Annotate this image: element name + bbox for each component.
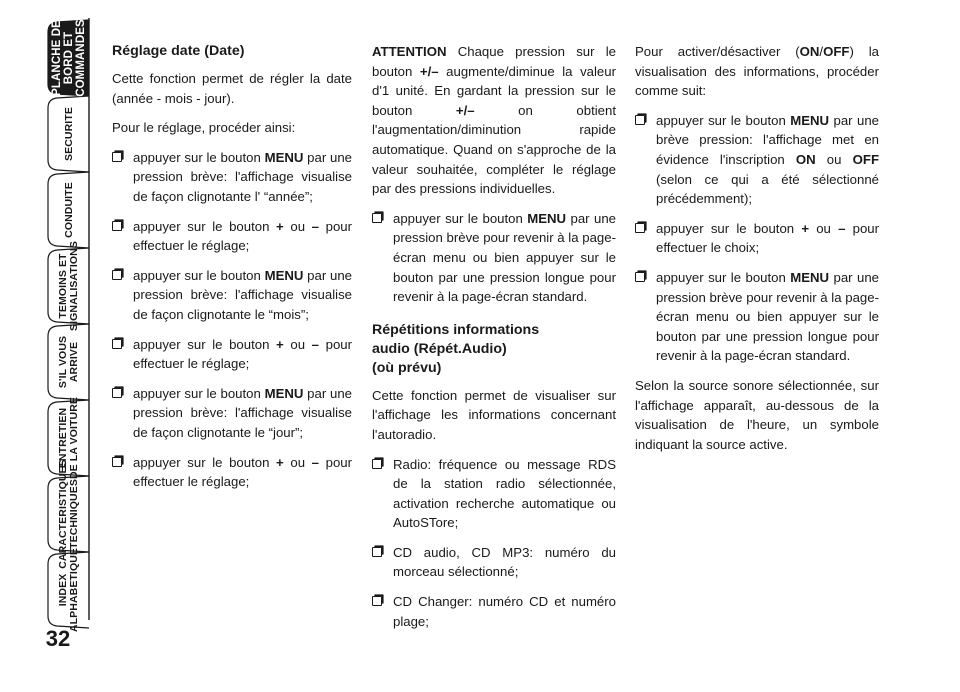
tab-label-line: CONDUITE bbox=[62, 182, 74, 238]
item-text: ou bbox=[815, 151, 853, 167]
paragraph-audio-intro: Cette fonction permet de visualiser sur l'affichage les informations concernant l'autoradio. bbox=[372, 387, 616, 442]
tab-label-line: COMMANDES bbox=[74, 19, 87, 97]
checkbox-bullet-icon bbox=[372, 596, 382, 606]
paragraph-date-intro: Cette fonction permet de régler la date (année - mois - jour). bbox=[112, 71, 352, 106]
list-item bbox=[112, 217, 352, 256]
tab-label-line: TECHNIQUES bbox=[67, 479, 80, 549]
list-item bbox=[112, 148, 352, 207]
attention-label: ATTENTION bbox=[372, 44, 447, 59]
tab-label-line: S'IL VOUS bbox=[56, 335, 69, 389]
page-number: 32 bbox=[45, 626, 71, 651]
paragraph-activation-outro: Selon la source sonore sélectionnée, sur l'affichage apparaît, au-dessous de la visualisation de l'heure, un symbole indiquant la source active. bbox=[635, 377, 879, 452]
item-text: appuyer sur le bouton bbox=[133, 149, 265, 165]
item-text: par une pression brève: l'affichage visualise de façon clignotante le “mois”; bbox=[133, 267, 352, 322]
list-item bbox=[112, 335, 352, 374]
tab-label-line: TEMOINS ET bbox=[56, 253, 69, 319]
checkbox-bullet-icon bbox=[112, 221, 122, 231]
on-key: ON bbox=[795, 151, 816, 167]
on-key: ON bbox=[799, 44, 820, 59]
list-item bbox=[372, 592, 616, 631]
plus-minus-key: +/– bbox=[455, 102, 475, 118]
item-text: appuyer sur le bouton bbox=[133, 454, 277, 470]
item-text: par une brève pression: l'affichage met en évidence l'inscription bbox=[656, 112, 879, 167]
off-key: OFF bbox=[823, 44, 850, 59]
column-activation bbox=[635, 42, 879, 464]
paragraph-activation-intro bbox=[635, 42, 879, 101]
key-label: – bbox=[311, 336, 319, 352]
intro-text: ) la visualisation des informations, procéder comme suit: bbox=[635, 44, 879, 99]
item-text: appuyer sur le bouton bbox=[133, 218, 277, 234]
checkbox-bullet-icon bbox=[635, 272, 645, 282]
item-text: appuyer sur le bouton bbox=[133, 267, 265, 283]
checkbox-bullet-icon bbox=[112, 457, 122, 467]
item-text: appuyer sur le bouton bbox=[656, 269, 791, 285]
key-label: MENU bbox=[264, 385, 304, 401]
item-text: appuyer sur le bouton bbox=[393, 210, 528, 226]
item-text: CD Changer: numéro CD et numéro plage; bbox=[393, 594, 616, 629]
item-text: (selon ce qui a été sélectionné précédemment); bbox=[656, 171, 879, 207]
attention-text: augmente/diminue la valeur d'1 unité. En gardant la pression sur le bouton bbox=[372, 63, 616, 118]
list-item bbox=[635, 268, 879, 366]
menu-key: MENU bbox=[527, 210, 567, 226]
checkbox-bullet-icon bbox=[635, 223, 645, 233]
section-heading-audio bbox=[372, 321, 616, 378]
paragraph-date-lead: Pour le réglage, procéder ainsi: bbox=[112, 120, 296, 136]
date-steps-list bbox=[112, 148, 352, 492]
list-item bbox=[112, 384, 352, 443]
item-text: par une pression brève pour revenir à la page-écran menu ou bien appuyer sur le bouton par une pression longue pour revenir à la page-écran standard. bbox=[393, 210, 616, 305]
intro-text: Pour activer/désactiver ( bbox=[635, 44, 800, 59]
column-date-setting bbox=[112, 42, 352, 502]
checkbox-bullet-icon bbox=[372, 547, 382, 557]
item-text: pour effectuer le réglage; bbox=[133, 454, 353, 490]
item-text: par une pression brève: l'affichage visualise de façon clignotante l' “année”; bbox=[133, 149, 352, 204]
item-text: appuyer sur le bouton bbox=[133, 336, 277, 352]
item-text: ou bbox=[283, 454, 312, 470]
checkbox-bullet-icon bbox=[112, 270, 122, 280]
plus-key: + bbox=[801, 220, 810, 236]
checkbox-bullet-icon bbox=[635, 115, 645, 125]
audio-info-list bbox=[372, 455, 616, 632]
checkbox-bullet-icon bbox=[112, 339, 122, 349]
checkbox-bullet-icon bbox=[372, 213, 382, 223]
minus-key: – bbox=[838, 220, 846, 236]
list-item bbox=[112, 453, 352, 492]
list-item bbox=[635, 111, 879, 209]
item-text: pour effectuer le réglage; bbox=[133, 218, 353, 254]
item-text: appuyer sur le bouton bbox=[133, 385, 265, 401]
item-text: CD audio, CD MP3: numéro du morceau sélectionné; bbox=[393, 544, 616, 580]
item-text: ou bbox=[283, 218, 312, 234]
checkbox-bullet-icon bbox=[112, 152, 122, 162]
item-text: par une pression brève pour revenir à la page-écran menu ou bien appuyer sur le bouton par une pression longue pour revenir à la page-écran standard. bbox=[656, 269, 879, 364]
checkbox-bullet-icon bbox=[372, 459, 382, 469]
attention-text: Chaque pression sur le bouton bbox=[372, 44, 616, 79]
key-label: MENU bbox=[264, 149, 304, 165]
key-label: + bbox=[276, 218, 284, 234]
list-item bbox=[372, 455, 616, 533]
tab-label-line: BORD ET bbox=[62, 31, 75, 85]
heading-line: audio (Répét.Audio) bbox=[372, 340, 507, 357]
key-label: MENU bbox=[264, 267, 304, 283]
item-text: par une pression brève: l'affichage visualise de façon clignotante le “jour”; bbox=[133, 385, 352, 440]
tab-label-line: PLANCHE DE bbox=[50, 20, 63, 96]
column-attention-audio bbox=[372, 42, 616, 641]
list-item bbox=[112, 266, 352, 325]
item-text: pour effectuer le choix; bbox=[656, 220, 880, 256]
key-label: + bbox=[276, 454, 284, 470]
list-item bbox=[635, 219, 879, 258]
section-heading-date: Réglage date (Date) bbox=[112, 43, 245, 59]
attention-text: on obtient l'augmentation/diminution rapide automatique. Quand on s'approche de la valeur souhaitée, compléter le réglage par des pressions individuelles. bbox=[372, 102, 617, 197]
item-text: appuyer sur le bouton bbox=[656, 112, 791, 128]
off-key: OFF bbox=[852, 151, 879, 167]
menu-key: MENU bbox=[790, 269, 830, 285]
tab-label-line: INDEX bbox=[56, 573, 69, 607]
tab-label-line: ALPHABETIQUE bbox=[67, 547, 80, 633]
section-tab-strip bbox=[0, 0, 100, 692]
menu-key: MENU bbox=[790, 112, 830, 128]
item-text: pour effectuer le réglage; bbox=[133, 336, 353, 372]
tab-label-line: ARRIVE bbox=[67, 341, 80, 383]
list-item bbox=[372, 543, 616, 582]
attention-note bbox=[372, 42, 616, 199]
item-text: ou bbox=[809, 220, 839, 236]
tab-label-line: SIGNALISATIONS bbox=[67, 241, 80, 331]
key-label: + bbox=[276, 336, 284, 352]
item-text: ou bbox=[283, 336, 312, 352]
heading-line: (où prévu) bbox=[372, 359, 442, 376]
item-text: Radio: fréquence ou message RDS de la station radio sélectionnée, activation recherche automatique ou AutoSTore; bbox=[393, 456, 616, 531]
plus-minus-key: +/– bbox=[419, 63, 439, 79]
tab-label-line: ENTRETIEN bbox=[56, 407, 69, 469]
heading-line: Répétitions informations bbox=[372, 321, 540, 338]
tab-label-line: DE LA VOITURE bbox=[67, 397, 80, 479]
list-item bbox=[372, 209, 616, 307]
tab-label-line: CARACTERISTIQUES bbox=[56, 459, 69, 569]
intro-text: / bbox=[819, 44, 824, 59]
key-label: – bbox=[311, 218, 319, 234]
item-text: appuyer sur le bouton bbox=[656, 220, 802, 236]
key-label: – bbox=[311, 454, 319, 470]
checkbox-bullet-icon bbox=[112, 388, 122, 398]
tab-label-line: SECURITE bbox=[62, 107, 74, 161]
